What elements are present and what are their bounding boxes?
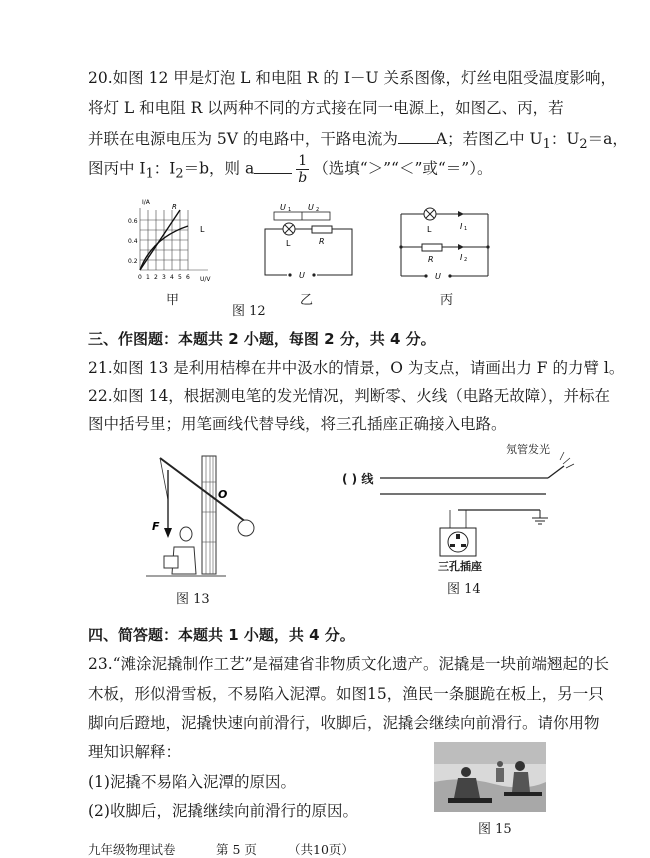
- fig12-bing-circuit: [398, 200, 493, 282]
- footer-page: 第 5 页: [216, 842, 257, 857]
- label-i1: I: [460, 222, 463, 231]
- x-tick: 6: [186, 274, 190, 281]
- q23-line3: 脚向后蹬地，泥撬快速向前滑行，收脚后，泥撬会继续向前滑行。请你用物: [88, 714, 600, 732]
- y-tick: 0.2: [128, 258, 138, 265]
- section4-heading: 四、简答题：本题共 1 小题，共 4 分。: [88, 626, 355, 644]
- q20-line4-a: ＝b，则 a: [183, 159, 255, 178]
- q23-sub1: (1)泥撬不易陷入泥潭的原因。: [88, 773, 296, 791]
- q20-line3-ratio: ：U: [550, 130, 580, 148]
- x-tick: 2: [154, 274, 158, 281]
- label-u2: U: [308, 203, 314, 212]
- svg-text:2: 2: [464, 257, 468, 263]
- x-tick: 5: [178, 274, 182, 281]
- q20-line4-ratio: ：I: [153, 159, 176, 178]
- caption-yi: 乙: [300, 293, 314, 308]
- answer-blank-2[interactable]: [254, 159, 292, 174]
- q20-line2: 将灯 L 和电阻 R 以两种不同的方式接在同一电源上，如图乙、丙，若: [88, 99, 564, 117]
- label-lamp: L: [286, 239, 291, 248]
- resistor-icon: [422, 244, 442, 251]
- label-o: O: [218, 488, 228, 501]
- stone-icon: [238, 520, 254, 536]
- fraction-denominator: b: [298, 170, 308, 186]
- q20-line1: 20.如图 12 甲是灯泡 L 和电阻 R 的 I－U 关系图像，灯丝电阻受温度影响，: [88, 69, 616, 87]
- curve-l-label: L: [200, 225, 205, 234]
- q20-line3-text: 并联在电源电压为 5V 的电路中，干路电流为: [88, 130, 398, 148]
- q22-line1: 22.如图 14，根据测电笔的发光情况，判断零、火线（电路无故障），并标在: [88, 387, 611, 405]
- caption-jia: 甲: [166, 293, 180, 308]
- label-source: U: [299, 271, 305, 280]
- fig15-photo: [434, 742, 546, 812]
- footer-exam: 九年级物理试卷: [88, 842, 176, 857]
- caption-bing: 丙: [440, 293, 454, 308]
- y-axis-label: I/A: [142, 199, 150, 206]
- label-resistor: R: [319, 237, 325, 246]
- neon-label: 氖管发光: [506, 443, 550, 456]
- fig14-caption: 图 14: [447, 582, 481, 597]
- q20-line4-text: 图丙中 I: [88, 159, 146, 178]
- q20-line3-u: A；若图乙中 U: [435, 130, 543, 148]
- fig12-jia-graph: [128, 198, 218, 288]
- svg-text:2: 2: [316, 207, 320, 213]
- svg-text:1: 1: [288, 207, 292, 213]
- y-tick: 0.4: [128, 238, 138, 245]
- label-u1: U: [280, 203, 286, 212]
- x-tick: 4: [170, 274, 174, 281]
- section3-heading: 三、作图题：本题共 2 小题，每图 2 分，共 4 分。: [88, 330, 436, 348]
- answer-blank[interactable]: [398, 129, 436, 144]
- sub-2: 2: [175, 166, 184, 182]
- label-f: F: [152, 520, 160, 533]
- q23-line1: 23.“滩涂泥撬制作工艺”是福建省非物质文化遗产。泥撬是一块前端翘起的长: [88, 655, 610, 673]
- sub-1: 1: [145, 166, 154, 182]
- label-source: U: [435, 272, 441, 281]
- fig13-caption: 图 13: [176, 592, 210, 607]
- mud-sled-icon: [448, 798, 492, 803]
- test-pen-icon: [548, 466, 564, 478]
- q21-text: 21.如图 13 是利用桔槔在井中汲水的情景，O 为支点，请画出力 F 的力臂 l。: [88, 359, 625, 377]
- fraction-numerator: 1: [296, 153, 309, 170]
- fig12-caption: 图 12: [232, 304, 266, 319]
- fig15-caption: 图 15: [478, 822, 512, 837]
- q20-line4-end: （选填“＞”“＜”或“＝”）。: [313, 159, 493, 178]
- resistor-icon: [312, 226, 332, 233]
- wire-label: ( ) 线: [342, 472, 374, 486]
- label-lamp: L: [427, 225, 432, 234]
- q22-line2: 图中括号里；用笔画线代替导线，将三孔插座正确接入电路。: [88, 415, 507, 433]
- label-i2: I: [460, 253, 463, 262]
- x-axis-label: U/V: [200, 276, 211, 283]
- sub-1: 1: [542, 137, 551, 153]
- fig13-illustration: [146, 452, 266, 582]
- x-tick: 1: [146, 274, 150, 281]
- label-resistor: R: [428, 255, 434, 264]
- q20-line3: [88, 127, 628, 152]
- q20-line3-end: ＝a，: [587, 130, 628, 148]
- footer-total: （共10页）: [288, 842, 354, 857]
- socket-label: 三孔插座: [438, 560, 482, 573]
- fig12-yi-circuit: [262, 200, 357, 280]
- q23-line2: 木板，形似滑雪板，不易陷入泥潭。如图15，渔民一条腿跪在板上，另一只: [88, 685, 604, 703]
- sub-2: 2: [579, 137, 588, 153]
- q23-line4: 理知识解释：: [88, 743, 182, 761]
- x-tick: 3: [162, 274, 166, 281]
- curve-r-label: R: [172, 203, 177, 211]
- fraction: [296, 153, 309, 186]
- q20-line4: [88, 153, 492, 186]
- x-tick: 0: [138, 274, 142, 281]
- bucket-icon: [164, 556, 178, 568]
- svg-text:1: 1: [464, 226, 468, 232]
- q23-sub2: (2)收脚后，泥撬继续向前滑行的原因。: [88, 802, 358, 820]
- y-tick: 0.6: [128, 218, 138, 225]
